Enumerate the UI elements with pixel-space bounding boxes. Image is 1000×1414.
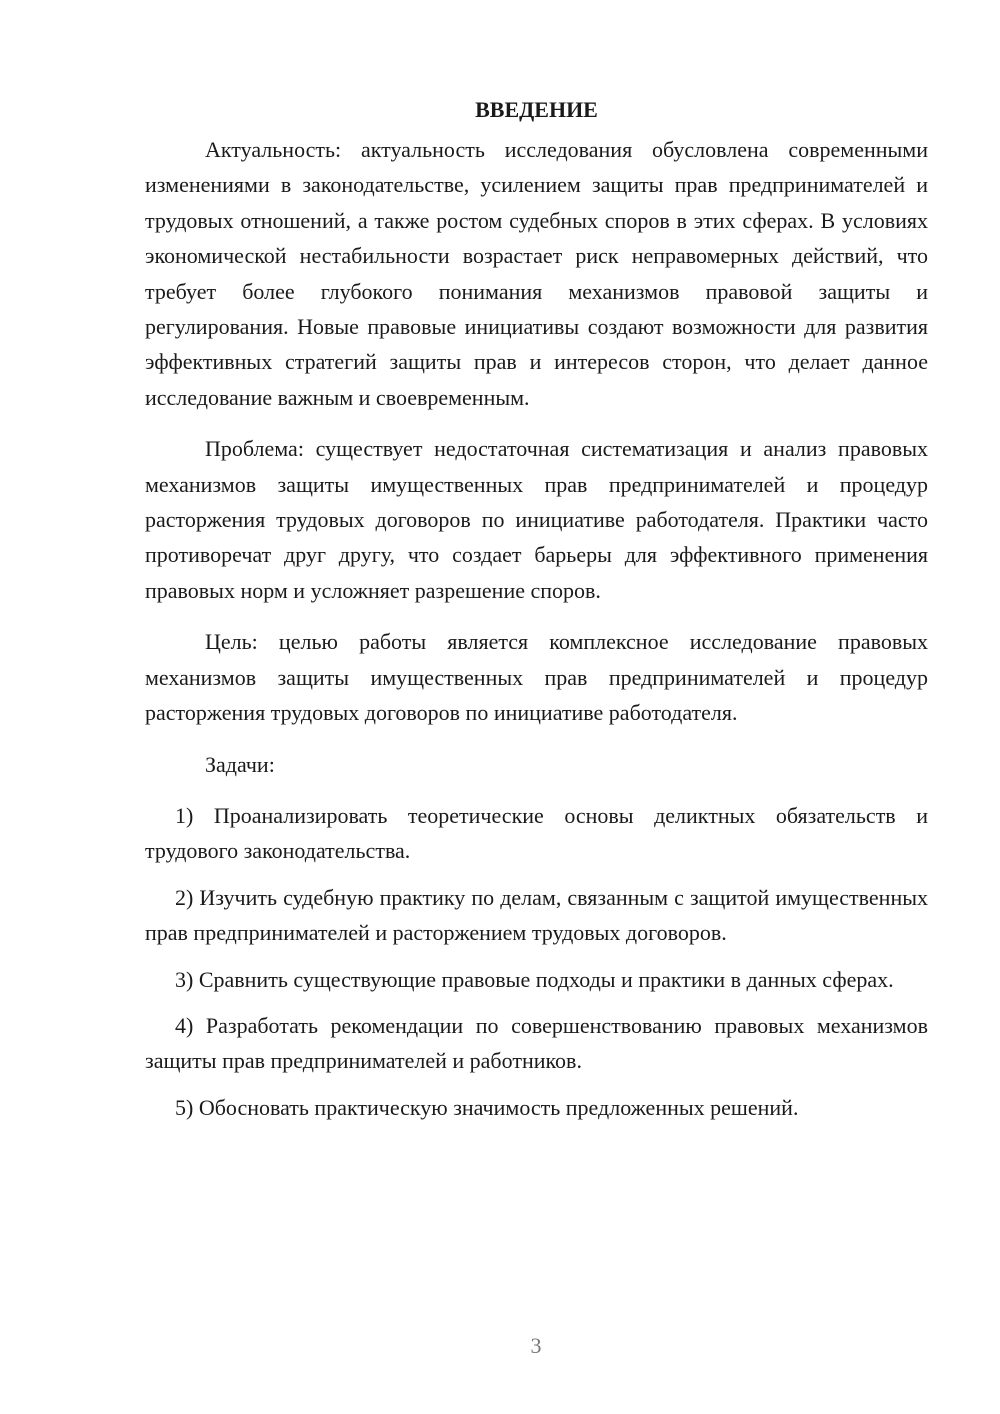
- goal-paragraph: Цель: целью работы является комплексное исследование правовых механизмов защиты имущественных прав предпринимателей и процедур расторжения трудовых договоров по инициативе работодателя.: [145, 629, 928, 726]
- document-page: [145, 92, 928, 1136]
- task-item: 4) Разработать рекомендации по совершенствованию правовых механизмов защиты прав предпринимателей и работников.: [145, 1012, 928, 1074]
- task-item: 2) Изучить судебную практику по делам, связанным с защитой имущественных прав предпринимателей и расторжением трудовых договоров.: [145, 884, 928, 946]
- problem-paragraph: Проблема: существует недостаточная систематизация и анализ правовых механизмов защиты имущественных прав предпринимателей и процедур расторжения трудовых договоров по инициативе работодателя. Практики часто противоречат друг другу, что создает барьеры для эффективного применения правовых норм и усложняет разрешение споров.: [145, 436, 928, 603]
- relevance-paragraph: Актуальность: актуальность исследования обусловлена современными изменениями в законодательстве, усилением защиты прав предпринимателей и трудовых отношений, а также ростом судебных споров в этих сферах. В условиях экономической нестабильности возрастает риск неправомерных действий, что требует более глубокого понимания механизмов правовой защиты и регулирования. Новые правовые инициативы создают возможности для развития эффективных стратегий защиты прав и интересов сторон, что делает данное исследование важным и своевременным.: [145, 137, 928, 410]
- page-title: ВВЕДЕНИЕ: [475, 97, 598, 122]
- tasks-label: Задачи:: [205, 751, 275, 777]
- task-item: 1) Проанализировать теоретические основы деликтных обязательств и трудового законодательства.: [145, 802, 928, 864]
- task-item: 3) Сравнить существующие правовые подходы и практики в данных сферах.: [175, 966, 894, 992]
- page-number: 3: [530, 1333, 542, 1358]
- task-item: 5) Обосновать практическую значимость предложенных решений.: [175, 1094, 799, 1120]
